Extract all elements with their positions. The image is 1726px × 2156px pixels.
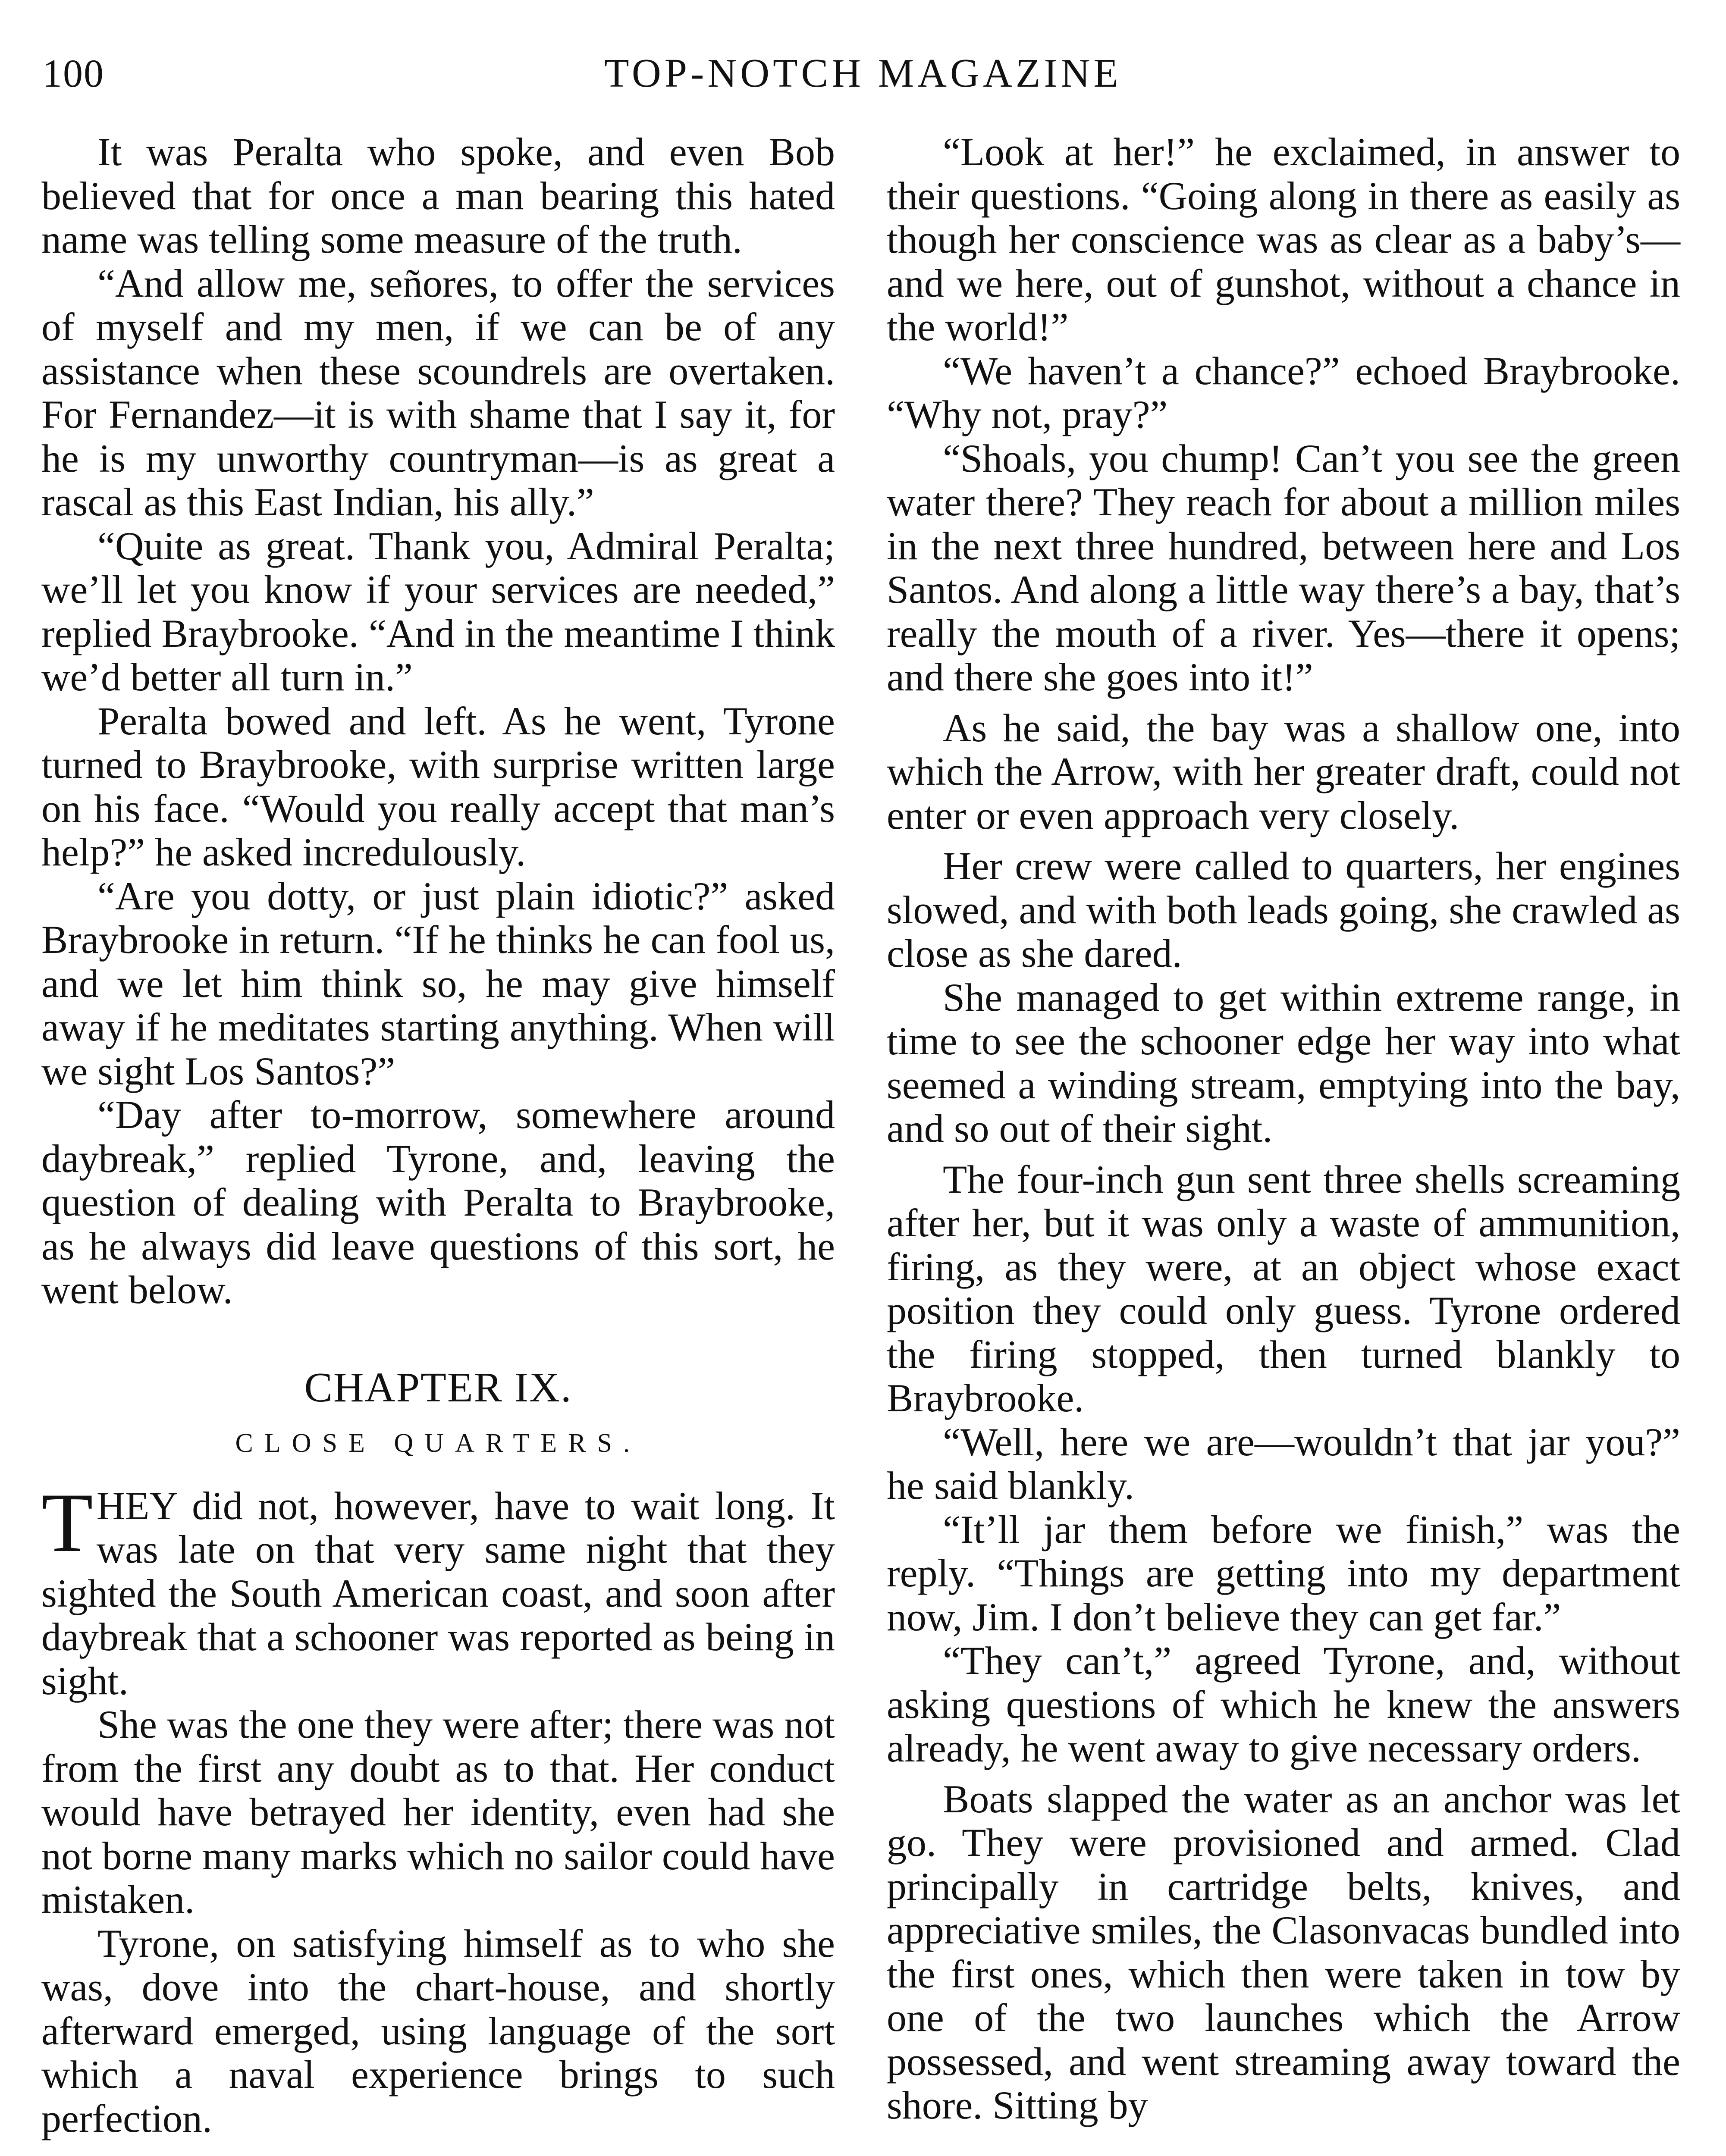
paragraph: “We haven’t a chance?” echoed Braybrooke. “Why not, pray?” [887, 348, 1680, 436]
right-column [887, 130, 1680, 2128]
chapter-subtitle: CLOSE QUARTERS. [235, 1428, 641, 1458]
paragraph: “Well, here we are—wouldn’t that jar you?” he said blankly. [887, 1420, 1680, 1507]
magazine-title: TOP-NOTCH MAGAZINE [604, 51, 1122, 96]
paragraph: “And allow me, señores, to offer the services of myself and my men, if we can be of any assistance when these scoundrels are overtaken. For Fernandez—it is with shame that I say it, for he is my unworthy countryman—is as great a rascal as this East Indian, his ally.” [41, 261, 835, 524]
paragraph: “Look at her!” he exclaimed, in answer to their questions. “Going along in there as easily as though her conscience was as clear as a baby’s—and we here, out of gunshot, without a chance in the world!” [887, 130, 1680, 349]
paragraph: “Shoals, you chump! Can’t you see the green water there? They reach for about a million miles in the next three hundred, between here and Los Santos. And along a little way there’s a bay, that’s really the mouth of a river. Yes—there it opens; and there she goes into it!” [887, 436, 1680, 699]
page-header [0, 43, 1726, 103]
paragraph: Peralta bowed and left. As he went, Tyrone turned to Braybrooke, with surprise written large on his face. “Would you really accept that man’s help?” he asked incredulously. [41, 699, 835, 874]
paragraph: As he said, the bay was a shallow one, into which the Arrow, with her greater draft, could not enter or even approach very closely. [887, 705, 1680, 837]
paragraph: Her crew were called to quarters, her engines slowed, and with both leads going, she crawled as close as she dared. [887, 844, 1680, 975]
paragraph: “Quite as great. Thank you, Admiral Peralta; we’ll let you know if your services are needed,” replied Braybrooke. “And in the meantime I think we’d better all turn in.” [41, 523, 835, 699]
page-number: 100 [42, 51, 104, 95]
paragraph: The four-inch gun sent three shells screaming after her, but it was only a waste of ammunition, firing, as they were, at an object whose exact position they could only guess. Tyrone ordered the firing stopped, then turned blankly to Braybrooke. [887, 1157, 1680, 1420]
paragraph: “Are you dotty, or just plain idiotic?” asked Braybrooke in return. “If he thinks he can fool us, and we let him think so, he may give himself away if he meditates starting anything. When will we sight Los Santos?” [41, 874, 835, 1093]
paragraph: “It’ll jar them before we finish,” was the reply. “Things are getting into my department now, Jim. I don’t believe they can get far.” [887, 1507, 1680, 1639]
paragraph: “Day after to-morrow, somewhere around daybreak,” replied Tyrone, and, leaving the question of dealing with Peralta to Braybrooke, as he always did leave questions of this sort, he went below. [41, 1093, 835, 1312]
left-column [41, 130, 835, 2140]
paragraph: She managed to get within extreme range, in time to see the schooner edge her way into what seemed a winding stream, emptying into the bay, and so out of their sight. [887, 975, 1680, 1150]
chapter-title: CHAPTER IX. [304, 1364, 572, 1411]
paragraph: It was Peralta who spoke, and even Bob believed that for once a man bearing this hated name was telling some measure of the truth. [41, 130, 835, 261]
paragraph: She was the one they were after; there was not from the first any doubt as to that. Her conduct would have betrayed her identity, even had she not borne many marks which no sailor could have mistaken. [41, 1702, 835, 1921]
chapter-opening-text: HEY did not, however, have to wait long. It was late on that very same night that they sighted the South American coast, and soon after daybreak that a schooner was reported as being in sight. [41, 1483, 835, 1703]
chapter-opening-paragraph [41, 1476, 835, 1703]
drop-cap: T [41, 1476, 93, 1570]
paragraph: Boats slapped the water as an anchor was let go. They were provisioned and armed. Clad principally in cartridge belts, knives, and appreciative smiles, the Clasonvacas bundled into the first ones, which then were taken in tow by one of the two launches which the Arrow possessed, and went streaming away toward the shore. Sitting by [887, 1777, 1680, 2127]
paragraph: “They can’t,” agreed Tyrone, and, without asking questions of which he knew the answers already, he went away to give necessary orders. [887, 1639, 1680, 1770]
paragraph: Tyrone, on satisfying himself as to who she was, dove into the chart-house, and shortly afterward emerged, using language of the sort which a naval experience brings to such perfection. [41, 1921, 835, 2140]
